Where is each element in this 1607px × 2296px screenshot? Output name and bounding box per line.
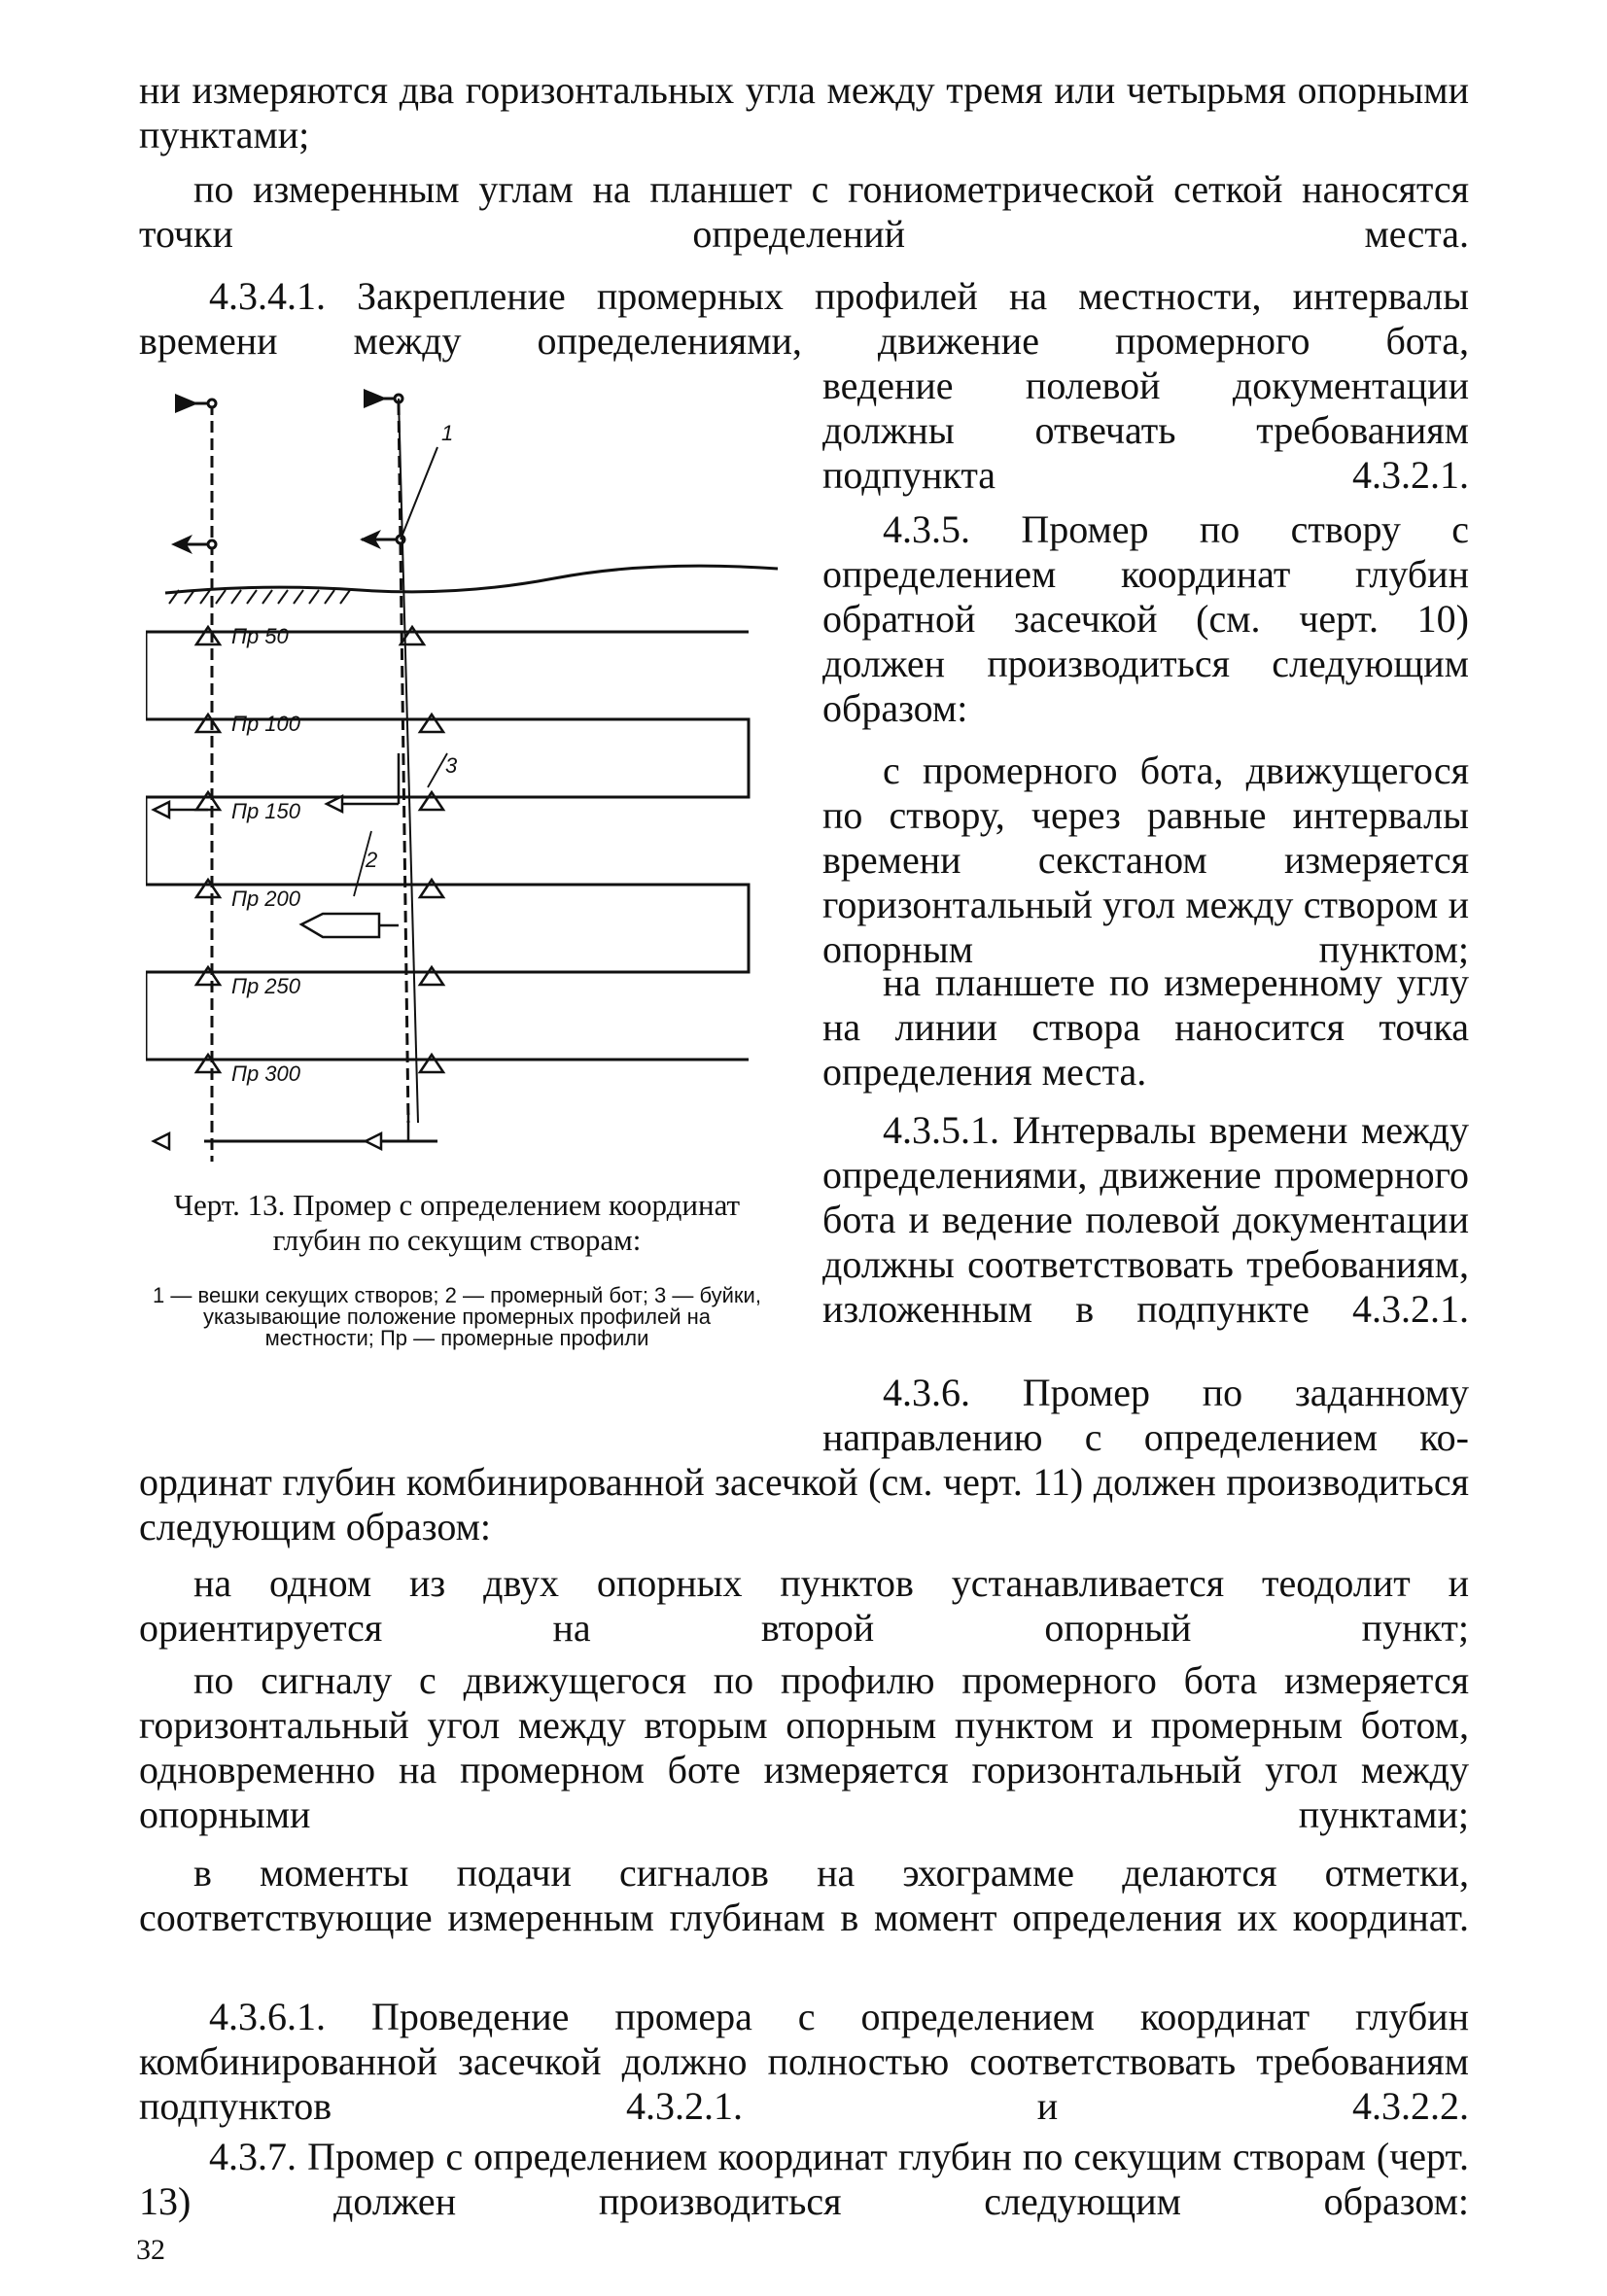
boat-icon <box>301 914 399 937</box>
shore-hatching <box>169 590 350 604</box>
paragraph-1: ни измеряются два горизонтальных угла между тремя или четырьмя опорными пунктами; <box>139 68 1469 157</box>
profile-label: Пр 100 <box>231 712 300 736</box>
figure-caption-legend: 1 — вешки секущих створов; 2 — промерный бот; 3 — буйки, указывающие положение промерных профилей на местности; Пр — промерные профили <box>153 1283 761 1350</box>
figure-13-diagram <box>146 374 787 1171</box>
paragraph-7: 4.3.5.1. Интервалы времени между определениями, движение промерного бота и ведение полевой документации должны соответствовать требованиям, изложенным в подпункте 4.3.2.1. <box>822 1108 1469 1331</box>
shoreline <box>165 566 778 593</box>
profile-label: Пр 150 <box>231 799 300 823</box>
callout-leaders <box>354 753 447 896</box>
paragraph-4: 4.3.5. Промер по створу с определением координат глубин обратной засечкой (см. черт. 10) должен производиться следующим образом: <box>822 507 1469 730</box>
paragraph-12: 4.3.6.1. Проведение промера с определением координат глубин комбинированной засечкой должно полностью соответствовать требованиям подпунктов 4.3.2.1. и 4.3.2.2. <box>139 1995 1469 2128</box>
paragraph-9: на одном из двух опорных пунктов устанавливается теодолит и ориентируется на второй опорный пункт; <box>139 1561 1469 1650</box>
paragraph-8-continuation: ординат глубин комбинированной засечкой (см. черт. 11) должен производиться следующим образом: <box>139 1460 1469 1548</box>
left-transect <box>171 394 216 1162</box>
paragraph-6: на планшете по измеренному углу на линии створа наносится точка определения места. <box>822 960 1469 1094</box>
profile-label: Пр 50 <box>231 624 289 648</box>
paragraph-13: 4.3.7. Промер с определением координат глубин по секущим створам (черт. 13) должен производиться следующим образом: <box>139 2135 1469 2223</box>
flag-icon <box>364 389 387 408</box>
page-number: 32 <box>136 2234 165 2266</box>
paragraph-2: по измеренным углам на планшет с гониометрической сеткой наносятся точки определений места. <box>139 167 1469 256</box>
profile-label: Пр 300 <box>231 1061 300 1086</box>
paragraph-3: 4.3.4.1. Закрепление промерных профилей на местности, интервалы времени между определениями, движение промерного бота, <box>139 274 1469 363</box>
paragraph-3-continuation: ведение полевой документации должны отвечать требованиям подпункта 4.3.2.1. <box>822 364 1469 497</box>
callout-number: 3 <box>445 753 458 778</box>
paragraph-5: с промерного бота, движущегося по створу, через равные интервалы времени секстаном измеряется горизонтальный угол между створом и опорным пунктом; <box>822 748 1469 971</box>
figure-caption-title: Черт. 13. Промер с определением координат глубин по секущим створам: <box>173 1188 741 1257</box>
paragraph-8-start: 4.3.6. Промер по заданному направлению с определением ко- <box>822 1371 1469 1459</box>
paragraph-11: в моменты подачи сигналов на эхограмме делаются отметки, соответствующие измеренным глубинам в момент определения их координат. <box>139 1851 1469 1939</box>
profile-label: Пр 250 <box>231 974 300 998</box>
callout-number: 1 <box>441 421 454 445</box>
callout-number: 2 <box>366 848 378 872</box>
flag-icon <box>175 394 198 413</box>
paragraph-10: по сигналу с движущегося по профилю промерного бота измеряется горизонтальный угол между вторым опорным пунктом и промерным ботом, одновременно на промерном боте измеряется горизонтальный угол между опорными пунктами; <box>139 1658 1469 1836</box>
profile-label: Пр 200 <box>231 887 300 911</box>
